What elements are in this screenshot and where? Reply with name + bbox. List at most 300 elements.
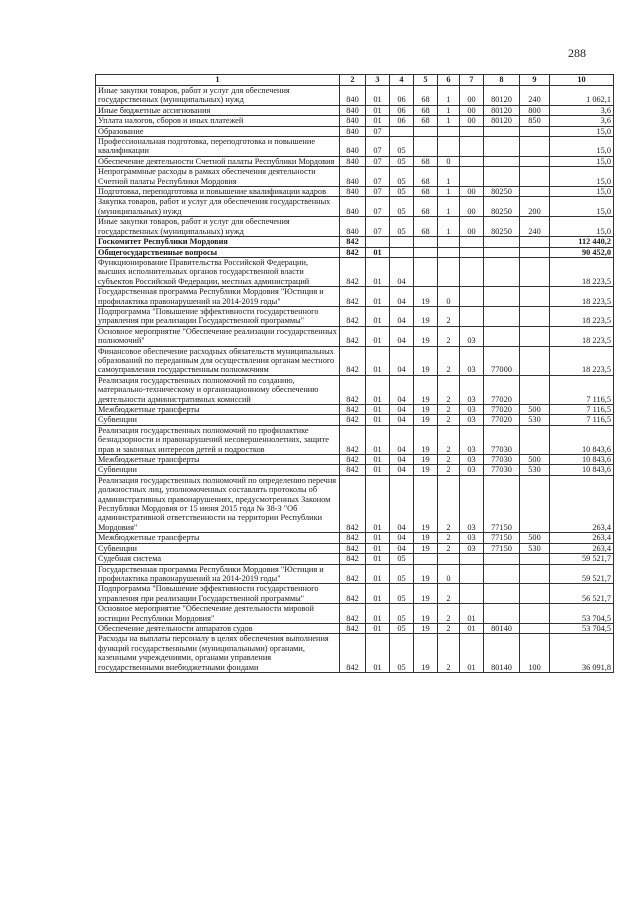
section-code: 01: [366, 247, 390, 257]
table-header-row: [96, 75, 614, 86]
table-body: [96, 86, 614, 673]
table-row: [96, 415, 614, 425]
expense-type-code: [520, 554, 550, 564]
subsection-code: [390, 126, 414, 136]
row-amount: 263,4: [550, 533, 614, 543]
subsection-code: 05: [390, 623, 414, 633]
direction-code: 80120: [484, 105, 520, 115]
section-code: 01: [366, 465, 390, 475]
direction-code: 77150: [484, 543, 520, 553]
section-code: 01: [366, 584, 390, 604]
column-header: 4: [390, 75, 414, 86]
activity-code: [460, 237, 484, 247]
row-name: Общегосударственные вопросы: [96, 247, 340, 257]
ministry-code: 842: [340, 564, 366, 584]
section-code: 01: [366, 425, 390, 454]
activity-code: 03: [460, 346, 484, 375]
program-code: 68: [414, 116, 438, 126]
table-row: [96, 187, 614, 197]
subsection-code: 05: [390, 604, 414, 624]
row-name: Межбюджетные трансферты: [96, 405, 340, 415]
column-header: 2: [340, 75, 366, 86]
section-code: 01: [366, 475, 390, 532]
activity-code: [460, 126, 484, 136]
table-row: [96, 455, 614, 465]
ministry-code: 842: [340, 455, 366, 465]
subsection-code: 06: [390, 105, 414, 115]
row-amount: 15,0: [550, 187, 614, 197]
activity-code: 03: [460, 475, 484, 532]
subsection-code: 04: [390, 306, 414, 326]
activity-code: 00: [460, 197, 484, 217]
program-code: 19: [414, 564, 438, 584]
row-amount: 15,0: [550, 156, 614, 166]
section-code: 01: [366, 375, 390, 404]
ministry-code: 840: [340, 187, 366, 197]
row-amount: 59 521,7: [550, 564, 614, 584]
expense-type-code: 100: [520, 634, 550, 673]
table-row: [96, 126, 614, 136]
ministry-code: 842: [340, 405, 366, 415]
section-code: 01: [366, 306, 390, 326]
section-code: [366, 237, 390, 247]
direction-code: 77030: [484, 425, 520, 454]
table-row: [96, 306, 614, 326]
expense-type-code: [520, 237, 550, 247]
program-code: 68: [414, 217, 438, 237]
subprogram-code: [438, 247, 460, 257]
section-code: 01: [366, 405, 390, 415]
expense-type-code: [520, 247, 550, 257]
row-amount: 15,0: [550, 137, 614, 157]
subprogram-code: 1: [438, 217, 460, 237]
section-code: 01: [366, 415, 390, 425]
row-amount: 112 440,2: [550, 237, 614, 247]
expense-type-code: 500: [520, 533, 550, 543]
direction-code: [484, 137, 520, 157]
column-header: 10: [550, 75, 614, 86]
row-amount: 10 843,6: [550, 425, 614, 454]
ministry-code: 842: [340, 554, 366, 564]
expense-type-code: 530: [520, 415, 550, 425]
row-name: Уплата налогов, сборов и иных платежей: [96, 116, 340, 126]
row-name: Межбюджетные трансферты: [96, 533, 340, 543]
row-amount: 53 704,5: [550, 604, 614, 624]
subsection-code: 05: [390, 167, 414, 187]
column-header: 5: [414, 75, 438, 86]
row-amount: 15,0: [550, 167, 614, 187]
program-code: 19: [414, 425, 438, 454]
subsection-code: 04: [390, 475, 414, 532]
direction-code: 77020: [484, 375, 520, 404]
table-row: [96, 287, 614, 307]
row-name: Государственная программа Республики Мордовия "Юстиция и профилактика правонарушений на 2014-2019 годы": [96, 564, 340, 584]
row-amount: 15,0: [550, 217, 614, 237]
direction-code: 80140: [484, 623, 520, 633]
expense-type-code: [520, 584, 550, 604]
section-code: 07: [366, 167, 390, 187]
table-row: [96, 137, 614, 157]
subprogram-code: 2: [438, 533, 460, 543]
subprogram-code: 2: [438, 306, 460, 326]
subprogram-code: 2: [438, 604, 460, 624]
subprogram-code: 2: [438, 623, 460, 633]
row-name: Образование: [96, 126, 340, 136]
row-name: Госкомитет Республики Мордовия: [96, 237, 340, 247]
program-code: 19: [414, 465, 438, 475]
row-amount: 56 521,7: [550, 584, 614, 604]
expense-type-code: [520, 287, 550, 307]
activity-code: [460, 554, 484, 564]
table-row: [96, 554, 614, 564]
subprogram-code: 2: [438, 584, 460, 604]
ministry-code: 840: [340, 116, 366, 126]
program-code: 19: [414, 623, 438, 633]
ministry-code: 840: [340, 217, 366, 237]
ministry-code: 842: [340, 306, 366, 326]
direction-code: [484, 247, 520, 257]
ministry-code: 840: [340, 156, 366, 166]
row-amount: 263,4: [550, 475, 614, 532]
section-code: 01: [366, 554, 390, 564]
subsection-code: 04: [390, 257, 414, 286]
ministry-code: 842: [340, 346, 366, 375]
expense-type-code: [520, 326, 550, 346]
subprogram-code: 1: [438, 86, 460, 106]
ministry-code: 842: [340, 415, 366, 425]
activity-code: 03: [460, 455, 484, 465]
expense-type-code: [520, 137, 550, 157]
section-code: 01: [366, 604, 390, 624]
subsection-code: 05: [390, 554, 414, 564]
direction-code: [484, 126, 520, 136]
program-code: [414, 257, 438, 286]
direction-code: 77030: [484, 465, 520, 475]
direction-code: 77020: [484, 415, 520, 425]
direction-code: 80250: [484, 187, 520, 197]
expense-type-code: [520, 257, 550, 286]
activity-code: 01: [460, 634, 484, 673]
ministry-code: 842: [340, 604, 366, 624]
subprogram-code: [438, 554, 460, 564]
expense-type-code: 530: [520, 543, 550, 553]
ministry-code: 840: [340, 197, 366, 217]
program-code: 19: [414, 326, 438, 346]
expense-type-code: [520, 564, 550, 584]
activity-code: 03: [460, 533, 484, 543]
subsection-code: 06: [390, 86, 414, 106]
subprogram-code: 1: [438, 187, 460, 197]
expense-type-code: 500: [520, 455, 550, 465]
ministry-code: 842: [340, 326, 366, 346]
subprogram-code: 1: [438, 197, 460, 217]
activity-code: 03: [460, 425, 484, 454]
direction-code: [484, 257, 520, 286]
row-amount: 15,0: [550, 126, 614, 136]
program-code: [414, 137, 438, 157]
table-row: [96, 156, 614, 166]
row-name: Судебная система: [96, 554, 340, 564]
row-name: Межбюджетные трансферты: [96, 455, 340, 465]
column-header: 7: [460, 75, 484, 86]
section-code: 01: [366, 564, 390, 584]
table-row: [96, 346, 614, 375]
direction-code: 77150: [484, 475, 520, 532]
row-name: Обеспечение деятельности аппаратов судов: [96, 623, 340, 633]
row-amount: 1 062,1: [550, 86, 614, 106]
direction-code: 77020: [484, 405, 520, 415]
activity-code: 00: [460, 86, 484, 106]
expense-type-code: [520, 346, 550, 375]
program-code: 19: [414, 475, 438, 532]
expense-type-code: [520, 623, 550, 633]
program-code: 68: [414, 187, 438, 197]
program-code: 19: [414, 306, 438, 326]
row-name: Субвенции: [96, 415, 340, 425]
direction-code: [484, 156, 520, 166]
subprogram-code: 0: [438, 564, 460, 584]
ministry-code: 840: [340, 167, 366, 187]
activity-code: 03: [460, 375, 484, 404]
activity-code: [460, 137, 484, 157]
row-amount: 18 223,5: [550, 287, 614, 307]
program-code: 68: [414, 197, 438, 217]
subprogram-code: 1: [438, 105, 460, 115]
row-name: Основное мероприятие "Обеспечение реализации государственных полномочий": [96, 326, 340, 346]
program-code: 68: [414, 105, 438, 115]
row-amount: 18 223,5: [550, 346, 614, 375]
row-name: Субвенции: [96, 543, 340, 553]
table-row: [96, 623, 614, 633]
activity-code: [460, 247, 484, 257]
activity-code: [460, 306, 484, 326]
program-code: 19: [414, 405, 438, 415]
subsection-code: 04: [390, 346, 414, 375]
section-code: 01: [366, 543, 390, 553]
expense-type-code: 500: [520, 405, 550, 415]
ministry-code: 842: [340, 465, 366, 475]
subsection-code: [390, 237, 414, 247]
expense-type-code: 850: [520, 116, 550, 126]
program-code: 19: [414, 533, 438, 543]
program-code: 19: [414, 346, 438, 375]
table-row: [96, 584, 614, 604]
subprogram-code: 2: [438, 475, 460, 532]
activity-code: 01: [460, 623, 484, 633]
table-row: [96, 564, 614, 584]
row-name: Подпрограмма "Повышение эффективности государственного управления при реализации Государственной программы": [96, 306, 340, 326]
subprogram-code: 2: [438, 465, 460, 475]
column-header: 1: [96, 75, 340, 86]
ministry-code: 842: [340, 257, 366, 286]
table-row: [96, 167, 614, 187]
direction-code: [484, 564, 520, 584]
subsection-code: 04: [390, 405, 414, 415]
row-amount: 36 091,8: [550, 634, 614, 673]
ministry-code: 842: [340, 287, 366, 307]
section-code: 07: [366, 137, 390, 157]
subprogram-code: 0: [438, 156, 460, 166]
subprogram-code: 1: [438, 167, 460, 187]
activity-code: 03: [460, 465, 484, 475]
ministry-code: 840: [340, 137, 366, 157]
row-name: Иные закупки товаров, работ и услуг для обеспечения государственных (муниципальных) нужд: [96, 86, 340, 106]
row-name: Расходы на выплаты персоналу в целях обеспечения выполнения функций государственными (муниципальными) органами, казенными учреждениями, органами управления государственными внебюджетными фондами: [96, 634, 340, 673]
row-amount: 3,6: [550, 105, 614, 115]
row-name: Государственная программа Республики Мордовия "Юстиция и профилактика правонарушений на 2014-2019 годы": [96, 287, 340, 307]
subprogram-code: 0: [438, 287, 460, 307]
activity-code: 00: [460, 187, 484, 197]
ministry-code: 842: [340, 584, 366, 604]
table-row: [96, 326, 614, 346]
expense-type-code: 530: [520, 465, 550, 475]
program-code: 19: [414, 634, 438, 673]
table-row: [96, 634, 614, 673]
program-code: 68: [414, 156, 438, 166]
row-name: Иные бюджетные ассигнования: [96, 105, 340, 115]
direction-code: [484, 167, 520, 187]
ministry-code: 840: [340, 126, 366, 136]
activity-code: 00: [460, 116, 484, 126]
subsection-code: 04: [390, 415, 414, 425]
direction-code: [484, 604, 520, 624]
table-row: [96, 105, 614, 115]
table-row: [96, 247, 614, 257]
section-code: 01: [366, 634, 390, 673]
row-name: Финансовое обеспечение расходных обязательств муниципальных образований по переданным для осуществления органам местного самоуправления государственным полномочиям: [96, 346, 340, 375]
activity-code: [460, 156, 484, 166]
subsection-code: 04: [390, 287, 414, 307]
section-code: 01: [366, 326, 390, 346]
row-amount: 7 116,5: [550, 405, 614, 415]
section-code: 07: [366, 217, 390, 237]
direction-code: 80250: [484, 197, 520, 217]
subsection-code: [390, 247, 414, 257]
row-name: Реализация государственных полномочий по определению перечня должностных лиц, уполномоченных составлять протоколы об административных правонарушениях, предусмотренных Законом Республики Мордовия от 15 июня 2015 года № 38-З "Об административной ответственности на территории Республики Мордовия": [96, 475, 340, 532]
direction-code: [484, 554, 520, 564]
ministry-code: 842: [340, 375, 366, 404]
direction-code: 80140: [484, 634, 520, 673]
program-code: 19: [414, 584, 438, 604]
subprogram-code: 2: [438, 425, 460, 454]
program-code: 19: [414, 415, 438, 425]
table-row: [96, 86, 614, 106]
table-row: [96, 257, 614, 286]
subprogram-code: [438, 237, 460, 247]
activity-code: 03: [460, 543, 484, 553]
subsection-code: 04: [390, 425, 414, 454]
program-code: 19: [414, 455, 438, 465]
table-row: [96, 217, 614, 237]
expense-type-code: 200: [520, 197, 550, 217]
row-amount: 15,0: [550, 197, 614, 217]
row-amount: 18 223,5: [550, 326, 614, 346]
program-code: 19: [414, 375, 438, 404]
section-code: 01: [366, 455, 390, 465]
direction-code: 77000: [484, 346, 520, 375]
ministry-code: 840: [340, 105, 366, 115]
row-name: Обеспечение деятельности Счетной палаты Республики Мордовия: [96, 156, 340, 166]
ministry-code: 842: [340, 247, 366, 257]
row-amount: 7 116,5: [550, 415, 614, 425]
subsection-code: 04: [390, 375, 414, 404]
expense-type-code: [520, 604, 550, 624]
row-amount: 90 452,0: [550, 247, 614, 257]
direction-code: [484, 306, 520, 326]
section-code: 01: [366, 116, 390, 126]
program-code: [414, 237, 438, 247]
expense-type-code: [520, 375, 550, 404]
row-name: Субвенции: [96, 465, 340, 475]
row-name: Непрограммные расходы в рамках обеспечения деятельности Счетной палаты Республики Мордовия: [96, 167, 340, 187]
program-code: 68: [414, 167, 438, 187]
row-amount: 10 843,6: [550, 455, 614, 465]
direction-code: 77030: [484, 455, 520, 465]
row-name: Закупка товаров, работ и услуг для обеспечения государственных (муниципальных) нужд: [96, 197, 340, 217]
column-header: 3: [366, 75, 390, 86]
direction-code: [484, 287, 520, 307]
table-row: [96, 475, 614, 532]
direction-code: [484, 237, 520, 247]
expense-type-code: [520, 167, 550, 187]
expense-type-code: 800: [520, 105, 550, 115]
expense-type-code: [520, 306, 550, 326]
table-row: [96, 405, 614, 415]
activity-code: 03: [460, 326, 484, 346]
activity-code: 01: [460, 604, 484, 624]
program-code: 19: [414, 543, 438, 553]
row-amount: 7 116,5: [550, 375, 614, 404]
subprogram-code: 2: [438, 346, 460, 375]
row-amount: 263,4: [550, 543, 614, 553]
section-code: 07: [366, 126, 390, 136]
subsection-code: 05: [390, 634, 414, 673]
row-name: Профессиональная подготовка, переподготовка и повышение квалификации: [96, 137, 340, 157]
ministry-code: 842: [340, 634, 366, 673]
table-row: [96, 465, 614, 475]
table-row: [96, 604, 614, 624]
subsection-code: 05: [390, 564, 414, 584]
row-name: Подготовка, переподготовка и повышение квалификации кадров: [96, 187, 340, 197]
program-code: 19: [414, 287, 438, 307]
section-code: 01: [366, 533, 390, 543]
subprogram-code: 1: [438, 116, 460, 126]
activity-code: 03: [460, 415, 484, 425]
direction-code: [484, 584, 520, 604]
page-number: 288: [568, 46, 586, 60]
program-code: [414, 247, 438, 257]
row-name: Реализация государственных полномочий по профилактике безнадзорности и правонарушений несовершеннолетних, защите прав и законных интересов детей и подростков: [96, 425, 340, 454]
subprogram-code: 2: [438, 455, 460, 465]
ministry-code: 842: [340, 425, 366, 454]
section-code: 07: [366, 197, 390, 217]
direction-code: 80120: [484, 86, 520, 106]
subsection-code: 04: [390, 465, 414, 475]
section-code: 01: [366, 623, 390, 633]
activity-code: [460, 167, 484, 187]
section-code: 07: [366, 187, 390, 197]
row-name: Иные закупки товаров, работ и услуг для обеспечения государственных (муниципальных) нужд: [96, 217, 340, 237]
section-code: 07: [366, 156, 390, 166]
ministry-code: 842: [340, 237, 366, 247]
table-row: [96, 197, 614, 217]
direction-code: 80120: [484, 116, 520, 126]
expense-type-code: [520, 475, 550, 532]
row-amount: 18 223,5: [550, 257, 614, 286]
column-header: 8: [484, 75, 520, 86]
row-amount: 59 521,7: [550, 554, 614, 564]
subsection-code: 06: [390, 116, 414, 126]
